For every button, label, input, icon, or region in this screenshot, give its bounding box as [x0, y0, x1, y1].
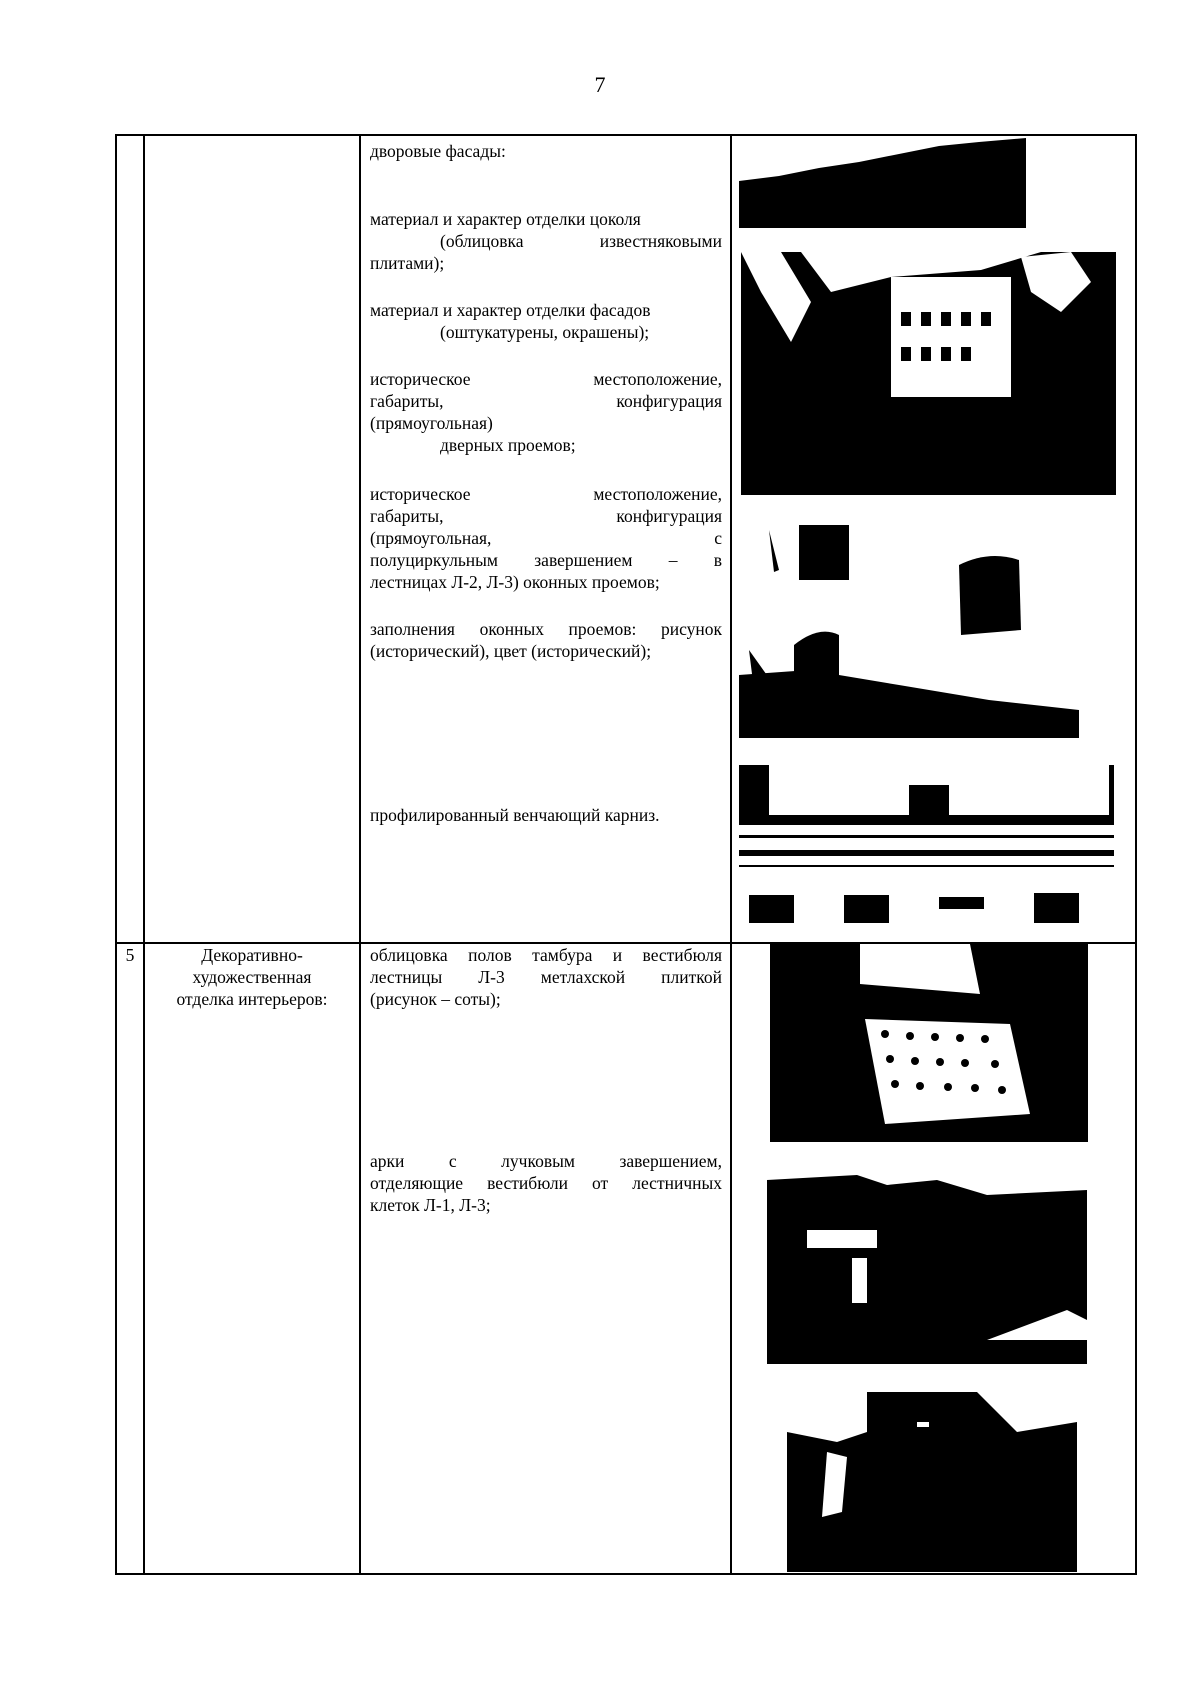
item-plinth-line3: плитами);	[370, 253, 445, 273]
column-divider	[730, 136, 732, 1573]
item-cornice: профилированный венчающий карниз.	[370, 805, 660, 825]
item-arches-line1: арки с лучковым завершением,	[370, 1151, 722, 1171]
item-doors-line2: габариты, конфигурация	[370, 391, 722, 411]
windows-photo	[739, 520, 1079, 738]
floor-tiles-photo	[770, 944, 1088, 1142]
item-window-fill-line1: заполнения оконных проемов: рисунок	[370, 619, 722, 639]
column-divider	[143, 136, 145, 1573]
item-windows-line2: габариты, конфигурация	[370, 506, 722, 526]
item-window-fill-line2: (исторический), цвет (исторический);	[370, 641, 652, 661]
item-facade-line2: (оштукатурены, окрашены);	[440, 322, 650, 342]
item-facade-line1: материал и характер отделки фасадов	[370, 300, 651, 320]
courtyard-photo	[739, 136, 1026, 228]
item-plinth-line1: материал и характер отделки цоколя	[370, 209, 641, 229]
item-doors-line3: (прямоугольная)	[370, 413, 493, 433]
item-windows-line5: лестницах Л-2, Л-3) оконных проемов;	[370, 572, 660, 592]
cornice-photo	[739, 765, 1114, 923]
page-number: 7	[594, 72, 606, 97]
item-windows-line3: (прямоугольная, с	[370, 528, 722, 548]
interior-arch-photo	[787, 1392, 1077, 1572]
item-plinth-line2: (облицовка известняковыми	[440, 231, 722, 251]
courtyard-facades-heading: дворовые фасады:	[370, 141, 506, 161]
arches-photo	[767, 1170, 1087, 1364]
item-floor-line1: облицовка полов тамбура и вестибюля	[370, 945, 722, 965]
item-arches-line3: клеток Л-1, Л-3;	[370, 1195, 491, 1215]
facade-photo	[741, 252, 1116, 495]
item-windows-line1: историческое местоположение,	[370, 484, 722, 504]
item-windows-line4: полуциркульным завершением – в	[370, 550, 722, 570]
category-line3: отделка интерьеров:	[176, 989, 328, 1009]
item-doors-line1: историческое местоположение,	[370, 369, 722, 389]
category-line1: Декоративно-	[201, 945, 303, 965]
item-arches-line2: отделяющие вестибюли от лестничных	[370, 1173, 722, 1193]
heritage-table	[115, 134, 1137, 1575]
category-line2: художественная	[192, 967, 312, 987]
column-divider	[359, 136, 361, 1573]
row-number: 5	[125, 945, 135, 965]
item-floor-line3: (рисунок – соты);	[370, 989, 501, 1009]
item-floor-line2: лестницы Л-3 метлахской плиткой	[370, 967, 722, 987]
item-doors-line4: дверных проемов;	[440, 435, 576, 455]
